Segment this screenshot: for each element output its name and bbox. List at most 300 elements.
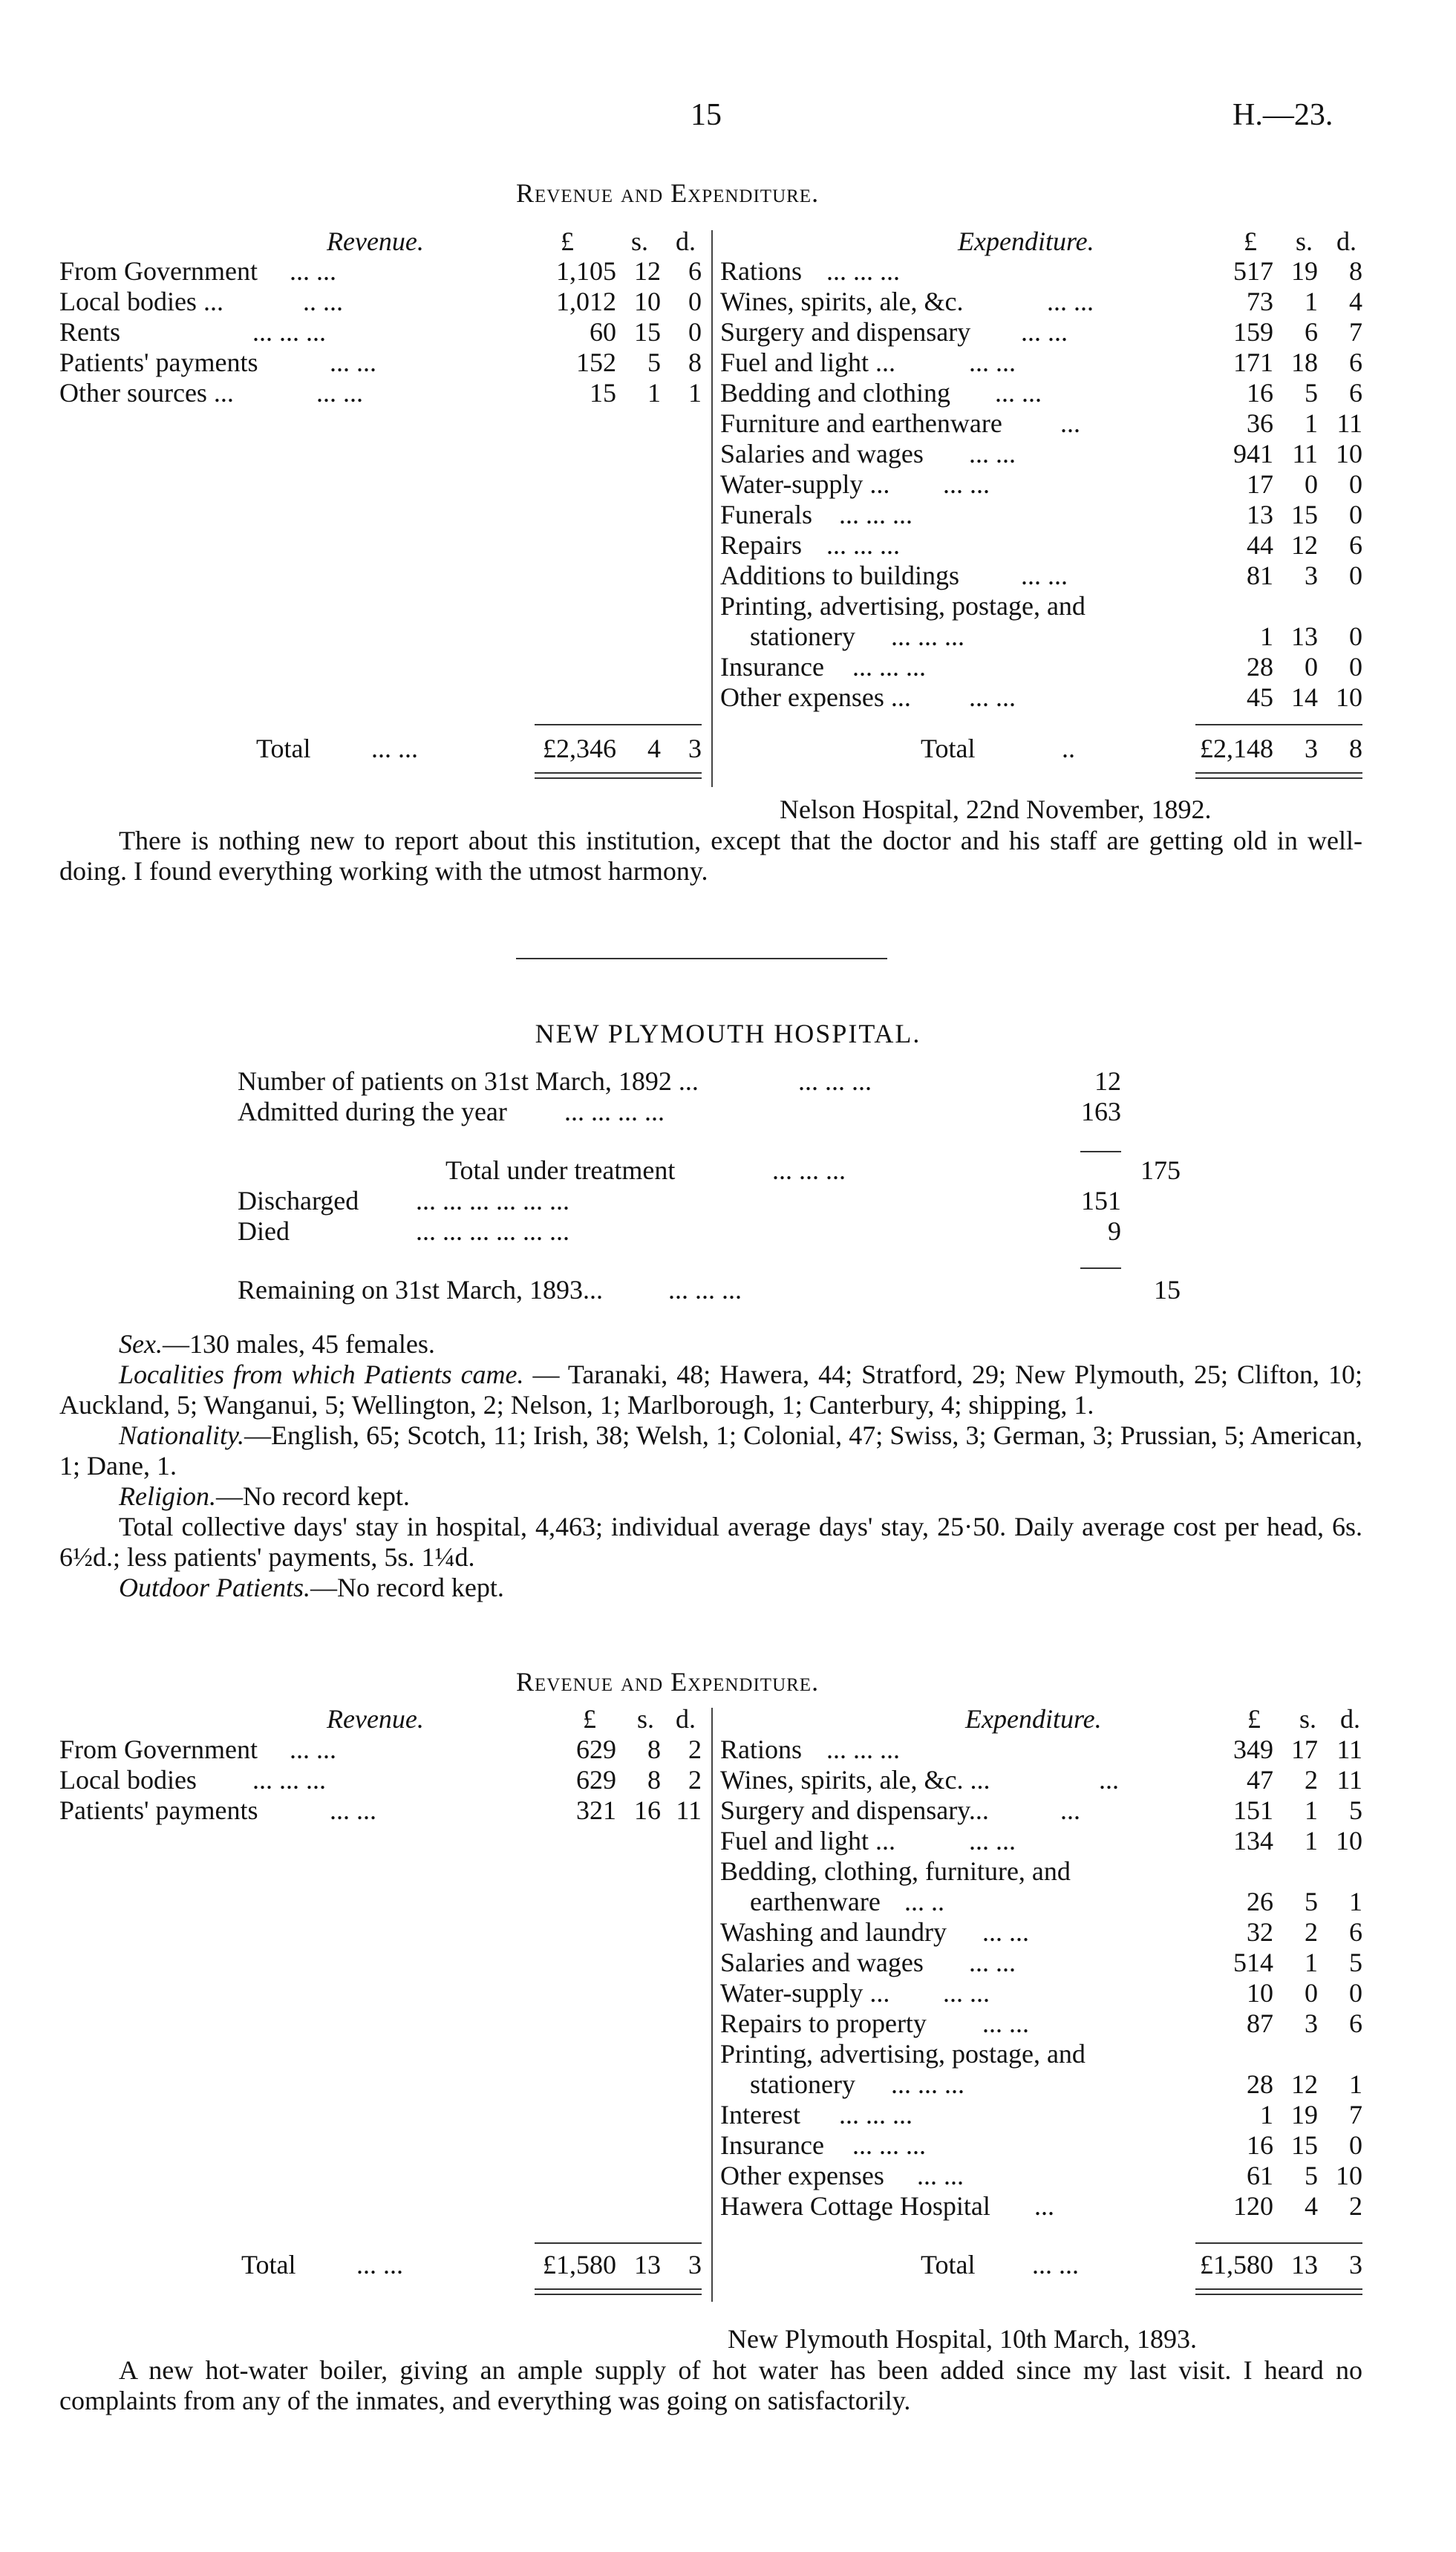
np-expenditure-shillings: 1	[1305, 1826, 1318, 1856]
np-revenue-pounds: 629	[576, 1734, 616, 1764]
nelson-expenditure-total-pounds: £2,148	[1200, 734, 1273, 763]
nelson-expenditure-row	[720, 378, 1362, 408]
stats-dots: ... ... ... ... ... ...	[416, 1186, 569, 1215]
stats-label: Remaining on 31st March, 1893...	[238, 1275, 603, 1305]
nelson-revenue-label: Local bodies ...	[59, 287, 223, 316]
np-expenditure-pounds: 134	[1233, 1826, 1273, 1856]
nelson-expenditure-label: Salaries and wages	[720, 439, 924, 469]
nelson-expenditure-pounds: 36	[1247, 408, 1273, 438]
stats-row	[238, 1155, 1203, 1186]
np-expenditure-pence: 2	[1349, 2191, 1362, 2221]
np-expenditure-shillings: 12	[1291, 2069, 1318, 2099]
np-expenditure-pence: 0	[1349, 2130, 1362, 2160]
np-expenditure-total-rule-bottom2	[1195, 2294, 1362, 2295]
religion-line	[59, 1481, 1362, 1512]
np-revenue-total-rule-bottom	[535, 2288, 702, 2290]
nelson-expenditure-pence: 11	[1336, 408, 1362, 438]
np-expenditure-pounds: 16	[1247, 2130, 1273, 2160]
np-expenditure-label: Insurance	[720, 2130, 824, 2160]
nelson-revenue-pounds: 60	[590, 317, 616, 347]
np-expenditure-row	[720, 1917, 1362, 1948]
nelson-revenue-total-rule-bottom2	[535, 777, 702, 779]
stats-row	[238, 1186, 1203, 1216]
np-revenue-label: From Government	[59, 1734, 258, 1764]
nelson-revenue-dots: ... ... ...	[252, 317, 326, 347]
nelson-table-divider	[711, 230, 713, 787]
nelson-expenditure-label: Bedding and clothing	[720, 378, 950, 408]
np-expenditure-pounds: 61	[1247, 2161, 1273, 2190]
outdoor-line	[59, 1573, 1362, 1603]
nelson-expenditure-shillings: 1	[1305, 408, 1318, 438]
np-expenditure-shillings: 17	[1291, 1734, 1318, 1764]
np-expenditure-dots: ...	[1034, 2191, 1054, 2221]
np-revenue-shillings: 16	[634, 1795, 661, 1825]
nelson-expenditure-total-row	[720, 734, 1362, 764]
nelson-revenue-total-row	[59, 734, 705, 764]
nelson-revenue-total-row	[59, 734, 705, 764]
np-revenue-total-pounds: £1,580	[543, 2250, 616, 2279]
np-expenditure-row	[720, 1826, 1362, 1856]
nationality-line	[59, 1420, 1362, 1481]
stats-total: 15	[1154, 1275, 1181, 1305]
nelson-expenditure-total-label: Total	[921, 734, 976, 763]
np-expenditure-dots: ... ... ...	[839, 2100, 913, 2130]
np-signature: New Plymouth Hospital, 10th March, 1893.	[728, 2324, 1197, 2354]
nelson-expenditure-dots: ... ...	[1021, 317, 1068, 347]
nelson-expenditure-label: Funerals	[720, 500, 812, 529]
nelson-revenue-shillings: 5	[647, 347, 661, 377]
np-expenditure-shillings: 19	[1291, 2100, 1318, 2130]
nelson-expenditure-pence: 10	[1336, 682, 1362, 712]
nelson-expenditure-pence: 8	[1349, 256, 1362, 286]
nelson-expenditure-row	[720, 500, 1362, 530]
nelson-expenditure-label: Fuel and light ...	[720, 347, 895, 377]
nelson-revenue-shillings: 1	[647, 378, 661, 408]
nelson-expenditure-label: Wines, spirits, ale, &c.	[720, 287, 964, 316]
nelson-expenditure-pence: 0	[1349, 652, 1362, 682]
nelson-expenditure-label: Other expenses ...	[720, 682, 911, 712]
np-expenditure-row	[720, 2130, 1362, 2161]
nelson-expenditure-pence: 4	[1349, 287, 1362, 316]
np-expenditure-shillings: 5	[1305, 1887, 1318, 1916]
nelson-expenditure-label: Rations	[720, 256, 803, 286]
np-expenditure-pence: 7	[1349, 2100, 1362, 2130]
np-expenditure-pence: 1	[1349, 2069, 1362, 2099]
nelson-expenditure-pence: 6	[1349, 378, 1362, 408]
nelson-expenditure-label: Surgery and dispensary	[720, 317, 971, 347]
nelson-expenditure-label: Printing, advertising, postage, and	[720, 591, 1086, 621]
np-expenditure-pounds: 349	[1233, 1734, 1273, 1764]
nelson-expenditure-row	[720, 256, 1362, 287]
nelson-revenue-pence: 6	[688, 256, 702, 286]
nelson-expenditure-label: Water-supply ...	[720, 469, 890, 499]
nelson-revenue-pence: 0	[688, 317, 702, 347]
np-revenue-shillings: 8	[647, 1734, 661, 1764]
nelson-expenditure-label: Additions to buildings	[720, 561, 960, 590]
np-expenditure-row	[720, 1795, 1362, 1826]
nelson-expenditure-pounds: 17	[1247, 469, 1273, 499]
np-expenditure-total-shillings: 13	[1291, 2250, 1318, 2279]
nelson-expenditure-pounds: 28	[1247, 652, 1273, 682]
np-expenditure-label: Printing, advertising, postage, and	[720, 2039, 1086, 2069]
np-expenditure-dots: ...	[1099, 1765, 1119, 1795]
np-expenditure-label: Salaries and wages	[720, 1948, 924, 1977]
nelson-expenditure-pounds: 16	[1247, 378, 1273, 408]
np-expenditure-label: Wines, spirits, ale, &c. ...	[720, 1765, 990, 1795]
nelson-expenditure-pence: 0	[1349, 469, 1362, 499]
np-revenue-pounds: 629	[576, 1765, 616, 1795]
np-expenditure-pence: 1	[1349, 1887, 1362, 1916]
outdoor-text: —No record kept.	[310, 1573, 504, 1602]
nelson-paragraph: There is nothing new to report about this institution, except that the doctor and his staff are getting old in well-doing. I found everything working with the utmost harmony.	[59, 826, 1362, 886]
nelson-expenditure-row	[720, 682, 1362, 713]
nelson-revenue-dots: ... ...	[316, 378, 363, 408]
nelson-expenditure-pounds: 159	[1233, 317, 1273, 347]
nelson-expenditure-pence: 10	[1336, 439, 1362, 469]
np-revenue-total-pence: 3	[688, 2250, 702, 2279]
nelson-revenue-label: From Government	[59, 256, 258, 286]
nelson-expenditure-total-rule-bottom2	[1195, 777, 1362, 779]
np-revenue-row	[59, 1795, 705, 1826]
nelson-revenue-total-rule-top	[535, 724, 702, 725]
np-expenditure-dots: ... ...	[969, 1948, 1016, 1977]
np-expenditure-col-pound: £	[1247, 1704, 1261, 1734]
np-expenditure-shillings: 15	[1291, 2130, 1318, 2160]
np-expenditure-pounds: 514	[1233, 1948, 1273, 1977]
stats-count: 9	[1108, 1216, 1121, 1246]
np-revenue-heading: Revenue.	[327, 1704, 424, 1734]
nelson-expenditure-row	[720, 469, 1362, 500]
nelson-expenditure-total-shillings: 3	[1305, 734, 1318, 763]
nelson-revenue-col-s: s.	[631, 226, 649, 256]
np-expenditure-dots: ... ...	[943, 1978, 990, 2008]
np-expenditure-row	[720, 2100, 1362, 2130]
np-expenditure-dots: ...	[1060, 1795, 1080, 1825]
stay-line: Total collective days' stay in hospital, 4,463; individual average days' stay, 25·50. Daily average cost per head, 6s. 6½d.; less patients' payments, 5s. 1¼d.	[59, 1512, 1362, 1572]
nelson-expenditure-pence: 0	[1349, 621, 1362, 651]
np-revenue-col-pound: £	[583, 1704, 596, 1734]
np-expenditure-shillings: 1	[1305, 1795, 1318, 1825]
np-expenditure-shillings: 3	[1305, 2008, 1318, 2038]
nelson-expenditure-pounds: 171	[1233, 347, 1273, 377]
np-expenditure-label: stationery	[750, 2069, 855, 2099]
localities-text: — Taranaki, 48; Hawera, 44; Stratford, 29; New Plymouth, 25; Clifton, 10; Auckland, 5; Wanganui, 5; Wellington, 2; Nelson, 1; Marlborough, 1; Canterbury, 4; shipping, 1.	[59, 1360, 1362, 1420]
nelson-revenue-total-pence: 3	[688, 734, 702, 763]
stats-dots: ... ... ... ... ... ...	[416, 1216, 569, 1246]
stats-row	[238, 1275, 1203, 1305]
np-revenue-total-rule-bottom2	[535, 2294, 702, 2295]
np-revenue-col-d: d.	[676, 1704, 696, 1734]
nelson-revenue-label: Patients' payments	[59, 347, 258, 377]
np-expenditure-heading: Expenditure.	[965, 1704, 1102, 1734]
np-expenditure-total-row	[720, 2250, 1362, 2280]
np-expenditure-total-pence: 3	[1349, 2250, 1362, 2279]
stats-label: Total under treatment	[445, 1155, 676, 1185]
nelson-expenditure-shillings: 11	[1292, 439, 1318, 469]
nelson-expenditure-total-pence: 8	[1349, 734, 1362, 763]
np-expenditure-dots: ... ..	[904, 1887, 944, 1916]
np-expenditure-pence: 6	[1349, 1917, 1362, 1947]
np-expenditure-label: Interest	[720, 2100, 800, 2130]
nelson-expenditure-label: stationery	[750, 621, 855, 651]
nelson-expenditure-pounds: 13	[1247, 500, 1273, 529]
nelson-expenditure-row	[720, 439, 1362, 469]
nelson-revenue-list	[59, 256, 705, 408]
np-revenue-row	[59, 1765, 705, 1795]
np-expenditure-label: Fuel and light ...	[720, 1826, 895, 1856]
nelson-expenditure-shillings: 12	[1291, 530, 1318, 560]
nelson-expenditure-pounds: 941	[1233, 439, 1273, 469]
stats-dots: ... ... ...	[798, 1066, 872, 1096]
np-revenue-row	[59, 1734, 705, 1765]
nelson-expenditure-shillings: 19	[1291, 256, 1318, 286]
nelson-expenditure-shillings: 14	[1291, 682, 1318, 712]
nelson-expenditure-dots: ...	[1060, 408, 1080, 438]
np-expenditure-row	[720, 2069, 1362, 2100]
nelson-revenue-dots: ... ...	[290, 256, 336, 286]
nelson-expenditure-dots: ... ...	[1021, 561, 1068, 590]
nelson-expenditure-dots: ... ... ...	[891, 621, 964, 651]
stats-label: Number of patients on 31st March, 1892 ...	[238, 1066, 699, 1096]
np-revenue-label: Patients' payments	[59, 1795, 258, 1825]
stats-label: Admitted during the year	[238, 1097, 507, 1126]
np-expenditure-pence: 5	[1349, 1795, 1362, 1825]
nelson-revenue-heading: Revenue.	[327, 226, 424, 256]
nelson-expenditure-dots: ... ... ...	[826, 256, 900, 286]
np-table-title: Revenue and Expenditure.	[516, 1667, 820, 1697]
np-revenue-dots: ... ...	[330, 1795, 376, 1825]
np-expenditure-label: Hawera Cottage Hospital	[720, 2191, 990, 2221]
nelson-revenue-shillings: 10	[634, 287, 661, 316]
nationality-text: —English, 65; Scotch, 11; Irish, 38; Welsh, 1; Colonial, 47; Swiss, 3; German, 3; Prussian, 5; American, 1; Dane, 1.	[59, 1420, 1362, 1481]
np-paragraph: A new hot-water boiler, giving an ample supply of hot water has been added since my last visit. I heard no complaints from any of the inmates, and everything was going on satisfactorily.	[59, 2355, 1362, 2415]
nelson-expenditure-label: Furniture and earthenware	[720, 408, 1002, 438]
nelson-expenditure-pence: 6	[1349, 530, 1362, 560]
np-expenditure-shillings: 2	[1305, 1765, 1318, 1795]
np-expenditure-total-rule-top	[1195, 2242, 1362, 2244]
np-expenditure-row	[720, 1887, 1362, 1917]
new-plymouth-details	[59, 1329, 1362, 1603]
stats-label: Died	[238, 1216, 290, 1246]
np-expenditure-label: Rations	[720, 1734, 803, 1764]
np-expenditure-shillings: 5	[1305, 2161, 1318, 2190]
document-reference: H.—23.	[1233, 98, 1333, 132]
np-expenditure-row	[720, 1948, 1362, 1978]
np-expenditure-pence: 6	[1349, 2008, 1362, 2038]
nelson-expenditure-row	[720, 652, 1362, 682]
nelson-revenue-shillings: 15	[634, 317, 661, 347]
nelson-revenue-pounds: 15	[590, 378, 616, 408]
np-expenditure-pounds: 26	[1247, 1887, 1273, 1916]
np-expenditure-pence: 0	[1349, 1978, 1362, 2008]
nelson-revenue-pence: 8	[688, 347, 702, 377]
sex-text: —130 males, 45 females.	[162, 1329, 435, 1359]
np-expenditure-label: Repairs to property	[720, 2008, 927, 2038]
nelson-revenue-label: Other sources ...	[59, 378, 234, 408]
nelson-table-title: Revenue and Expenditure.	[516, 178, 820, 208]
np-expenditure-shillings: 2	[1305, 1917, 1318, 1947]
stats-total: 175	[1140, 1155, 1181, 1185]
nelson-expenditure-col-d: d.	[1336, 226, 1357, 256]
np-expenditure-label: earthenware	[750, 1887, 881, 1916]
np-expenditure-total-pounds: £1,580	[1200, 2250, 1273, 2279]
np-expenditure-dots: ... ... ...	[891, 2069, 964, 2099]
np-expenditure-pounds: 28	[1247, 2069, 1273, 2099]
nelson-expenditure-pounds: 81	[1247, 561, 1273, 590]
np-revenue-total-row	[59, 2250, 705, 2280]
religion-text: —No record kept.	[215, 1481, 410, 1511]
np-revenue-pence: 11	[676, 1795, 702, 1825]
nelson-revenue-pounds: 1,105	[556, 256, 616, 286]
stats-rule-1	[1080, 1151, 1121, 1152]
np-expenditure-label: Other expenses	[720, 2161, 884, 2190]
nelson-expenditure-dots: ... ... ...	[826, 530, 900, 560]
nelson-expenditure-total-dots: ..	[1062, 734, 1075, 763]
nelson-revenue-shillings: 12	[634, 256, 661, 286]
nelson-expenditure-dots: ... ... ...	[852, 652, 926, 682]
nelson-expenditure-dots: ... ...	[943, 469, 990, 499]
localities-line	[59, 1360, 1362, 1420]
np-expenditure-pounds: 87	[1247, 2008, 1273, 2038]
stats-count: 151	[1081, 1186, 1121, 1215]
np-revenue-total-row	[59, 2250, 705, 2280]
nelson-expenditure-pence: 6	[1349, 347, 1362, 377]
nelson-expenditure-pence: 7	[1349, 317, 1362, 347]
nelson-expenditure-shillings: 15	[1291, 500, 1318, 529]
page-number: 15	[691, 98, 722, 132]
stats-dots: ... ... ...	[772, 1155, 846, 1185]
np-revenue-label: Local bodies	[59, 1765, 197, 1795]
np-expenditure-pounds: 1	[1260, 2100, 1273, 2130]
np-table-divider	[711, 1708, 713, 2302]
np-revenue-total-dots: ... ...	[356, 2250, 403, 2279]
nelson-expenditure-col-s: s.	[1296, 226, 1313, 256]
np-expenditure-total-label: Total	[921, 2250, 976, 2279]
nelson-revenue-total-label: Total	[256, 734, 311, 763]
np-revenue-total-label: Total	[241, 2250, 296, 2279]
nelson-expenditure-row	[720, 347, 1362, 378]
nelson-expenditure-total-rule-top	[1195, 724, 1362, 725]
np-expenditure-pounds: 10	[1247, 1978, 1273, 2008]
nelson-revenue-pounds: 152	[576, 347, 616, 377]
nelson-revenue-row	[59, 287, 705, 317]
np-revenue-dots: ... ...	[290, 1734, 336, 1764]
np-expenditure-pence: 10	[1336, 2161, 1362, 2190]
np-expenditure-row	[720, 2191, 1362, 2222]
nelson-expenditure-row	[720, 621, 1362, 652]
np-expenditure-dots: ... ...	[969, 1826, 1016, 1856]
nelson-revenue-label: Rents	[59, 317, 121, 347]
new-plymouth-stats	[238, 1066, 1203, 1305]
np-revenue-col-s: s.	[637, 1704, 655, 1734]
nelson-expenditure-dots: ... ... ...	[839, 500, 913, 529]
np-expenditure-label: Surgery and dispensary...	[720, 1795, 989, 1825]
nelson-expenditure-row	[720, 317, 1362, 347]
np-revenue-list	[59, 1734, 705, 1826]
nelson-expenditure-shillings: 0	[1305, 652, 1318, 682]
nelson-expenditure-pounds: 517	[1233, 256, 1273, 286]
np-expenditure-label: Washing and laundry	[720, 1917, 947, 1947]
np-expenditure-col-d: d.	[1340, 1704, 1360, 1734]
nelson-expenditure-shillings: 13	[1291, 621, 1318, 651]
nelson-expenditure-pounds: 73	[1247, 287, 1273, 316]
stats-count: 12	[1094, 1066, 1121, 1096]
np-expenditure-row	[720, 2039, 1362, 2069]
np-expenditure-pounds: 32	[1247, 1917, 1273, 1947]
np-expenditure-shillings: 0	[1305, 1978, 1318, 2008]
np-expenditure-dots: ... ...	[982, 2008, 1029, 2038]
nelson-revenue-row	[59, 378, 705, 408]
np-expenditure-dots: ... ... ...	[852, 2130, 926, 2160]
nationality-label: Nationality.	[119, 1420, 245, 1450]
np-expenditure-row	[720, 1734, 1362, 1765]
nelson-expenditure-shillings: 18	[1291, 347, 1318, 377]
np-expenditure-row	[720, 1765, 1362, 1795]
nelson-expenditure-col-pound: £	[1244, 226, 1257, 256]
nelson-revenue-row	[59, 256, 705, 287]
np-expenditure-shillings: 1	[1305, 1948, 1318, 1977]
np-expenditure-dots: ... ...	[982, 1917, 1029, 1947]
np-expenditure-col-s: s.	[1299, 1704, 1317, 1734]
nelson-expenditure-dots: ... ...	[969, 439, 1016, 469]
np-expenditure-total-rule-bottom	[1195, 2288, 1362, 2290]
nelson-revenue-row	[59, 347, 705, 378]
np-expenditure-row	[720, 1856, 1362, 1887]
np-revenue-total-shillings: 13	[634, 2250, 661, 2279]
nelson-expenditure-heading: Expenditure.	[958, 226, 1094, 256]
np-revenue-total-rule-top	[535, 2242, 702, 2244]
np-expenditure-list	[720, 1734, 1362, 2222]
nelson-expenditure-dots: ... ...	[969, 682, 1016, 712]
section-separator	[516, 958, 887, 959]
nelson-revenue-row	[59, 317, 705, 347]
nelson-revenue-dots: .. ...	[303, 287, 343, 316]
np-revenue-shillings: 8	[647, 1765, 661, 1795]
nelson-revenue-pence: 0	[688, 287, 702, 316]
np-expenditure-row	[720, 1978, 1362, 2008]
np-expenditure-pence: 5	[1349, 1948, 1362, 1977]
np-expenditure-pence: 11	[1336, 1734, 1362, 1764]
stats-row	[238, 1216, 1203, 1247]
nelson-revenue-total-dots: ... ...	[371, 734, 418, 763]
np-expenditure-pounds: 151	[1233, 1795, 1273, 1825]
nelson-revenue-total-rule-bottom	[535, 772, 702, 774]
nelson-expenditure-dots: ... ...	[969, 347, 1016, 377]
nelson-expenditure-row	[720, 408, 1362, 439]
nelson-expenditure-dots: ... ...	[1047, 287, 1094, 316]
nelson-revenue-col-d: d.	[676, 226, 696, 256]
nelson-expenditure-shillings: 0	[1305, 469, 1318, 499]
np-expenditure-pounds: 120	[1233, 2191, 1273, 2221]
np-expenditure-dots: ... ...	[917, 2161, 964, 2190]
np-expenditure-row	[720, 2161, 1362, 2191]
nelson-expenditure-pounds: 45	[1247, 682, 1273, 712]
np-expenditure-total-row	[720, 2250, 1362, 2280]
np-revenue-pounds: 321	[576, 1795, 616, 1825]
np-revenue-dots: ... ... ...	[252, 1765, 326, 1795]
stats-rule-2	[1080, 1267, 1121, 1269]
nelson-revenue-total-shillings: 4	[647, 734, 661, 763]
nelson-expenditure-total-rule-bottom	[1195, 772, 1362, 774]
nelson-expenditure-shillings: 1	[1305, 287, 1318, 316]
stats-row	[238, 1066, 1203, 1097]
np-revenue-pence: 2	[688, 1734, 702, 1764]
nelson-expenditure-shillings: 6	[1305, 317, 1318, 347]
sex-line	[59, 1329, 1362, 1360]
nelson-expenditure-label: Repairs	[720, 530, 802, 560]
localities-label: Localities from which Patients came.	[119, 1360, 524, 1389]
nelson-revenue-col-pound: £	[561, 226, 574, 256]
